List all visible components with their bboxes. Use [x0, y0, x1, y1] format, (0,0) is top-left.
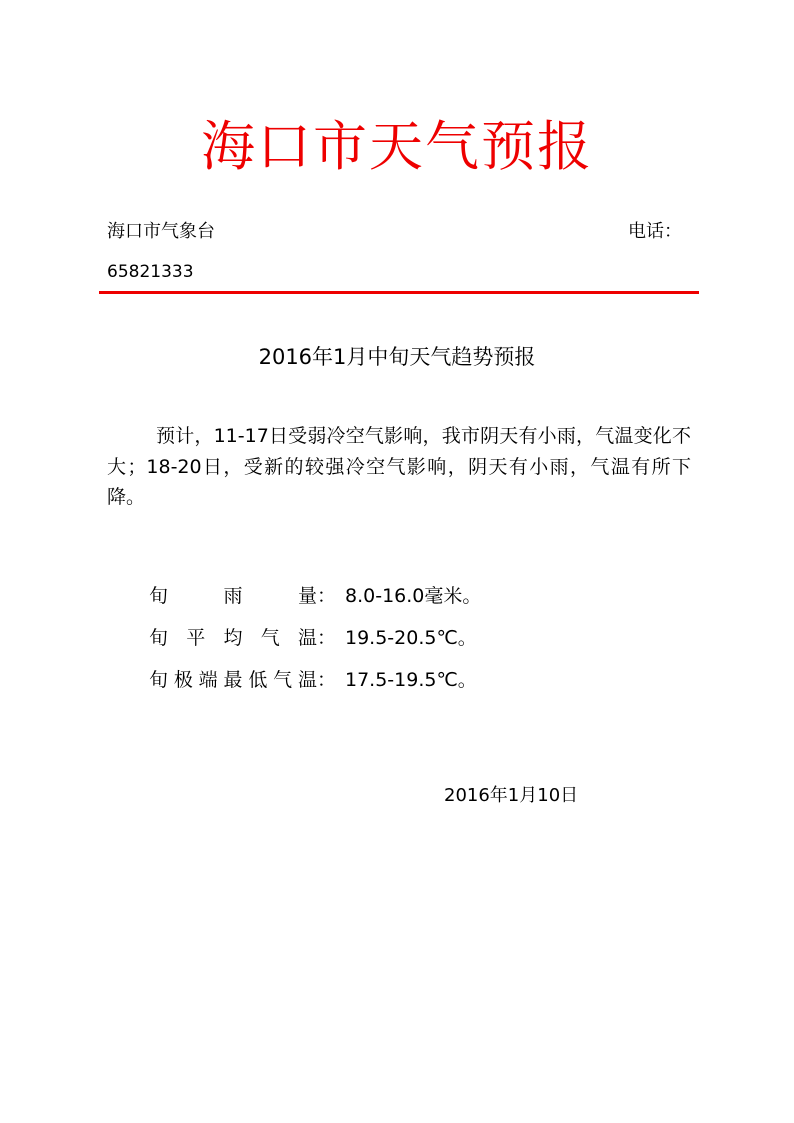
stat-label [149, 665, 317, 692]
stat-value: 8.0-16.0毫米。 [345, 584, 482, 607]
stat-row-rainfall [149, 573, 481, 615]
main-title: 海口市天气预报 [201, 115, 593, 178]
organization-name: 海口市气象台 [107, 221, 215, 242]
stat-label-char: 低 [248, 668, 268, 691]
stat-label-char: 极 [173, 668, 193, 691]
stat-label-char: 气 [273, 668, 293, 691]
stat-label-char: 最 [223, 668, 243, 691]
stat-label-char: 温 [297, 668, 317, 691]
stat-colon: ： [317, 668, 337, 691]
phone-label: 电话： [628, 221, 682, 242]
forecast-paragraph: 预计，11-17日受弱冷空气影响，我市阴天有小雨，气温变化不大；18-20日，受新的较强冷空气影响，阴天有小雨，气温有所下降。 [107, 425, 691, 508]
red-divider [99, 291, 699, 294]
phone-number: 65821333 [107, 262, 194, 282]
stat-label-char: 端 [198, 668, 218, 691]
stat-value: 19.5-20.5℃。 [345, 626, 477, 649]
issue-date: 2016年1月10日 [444, 785, 579, 806]
stat-colon: ： [317, 626, 337, 649]
stat-label-char: 气 [260, 626, 280, 649]
stat-label [149, 623, 317, 650]
stat-label-char: 平 [186, 626, 206, 649]
stat-label-char: 旬 [149, 626, 169, 649]
stat-label-char: 旬 [149, 668, 169, 691]
document-title: 2016年1月中旬天气趋势预报 [258, 345, 536, 369]
stat-label-char: 量 [297, 584, 317, 607]
stat-value: 17.5-19.5℃。 [345, 668, 477, 691]
stat-row-min-temperature [149, 657, 481, 699]
stat-colon: ： [317, 584, 337, 607]
forecast-stats [149, 573, 481, 699]
stat-label-char: 温 [297, 626, 317, 649]
stat-label-char: 均 [223, 626, 243, 649]
stat-label-char: 旬 [149, 584, 169, 607]
stat-row-mean-temperature [149, 615, 481, 657]
stat-label-char: 雨 [223, 584, 243, 607]
stat-label [149, 581, 317, 608]
